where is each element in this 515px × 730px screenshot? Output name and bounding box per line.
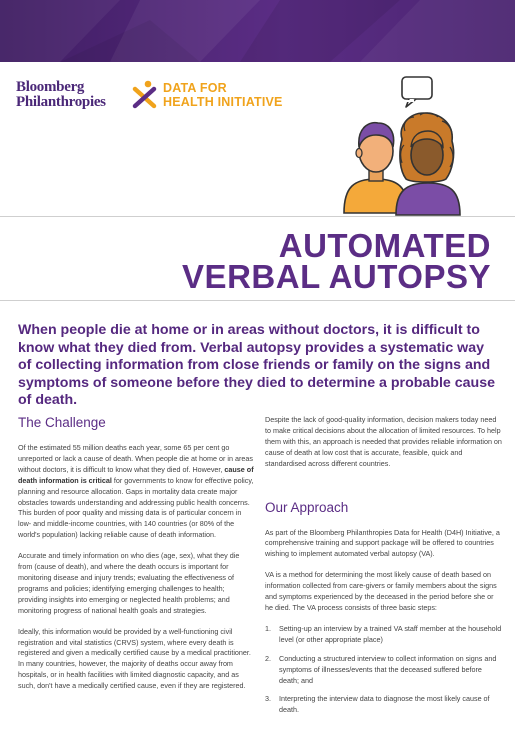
header-band [0, 0, 515, 62]
list-item [265, 654, 503, 687]
list-text: Conducting a structured interview to collect information on signs and symptoms of illnesses/events that the deceased suffered before death; and [279, 653, 497, 685]
list-text: Interpreting the interview data to diagnose the most likely cause of death. [279, 694, 490, 715]
logo-line: Philanthropies [16, 94, 106, 110]
title-divider [0, 300, 515, 301]
challenge-paragraph-1 [18, 443, 254, 541]
title-line-2: VERBAL AUTOPSY [182, 258, 491, 295]
text-run: for governments to know for effective policy, planning and resource allocation. Gaps in mortality data create major obstacles towards understanding and addressing public health concerns. This burden of poor quality and missing data is of particular concern in low- and middle-income countries, with 140 countries (or 80% of the world's population) lacking reliable cause of death information. [18, 475, 254, 540]
list-number: 2. [265, 653, 271, 663]
intro-paragraph: When people die at home or in areas without doctors, it is difficult to know what they died from. Verbal autopsy provides a systematic way of collecting information from close friends or family on the signs and symptoms of someone before they died to determine a probable cause of death. [18, 322, 495, 408]
list-text: Setting-up an interview by a trained VA staff member at the household level (or other appropriate place) [279, 623, 502, 644]
steps-list [265, 624, 503, 716]
approach-heading: Our Approach [265, 499, 349, 515]
challenge-paragraph-3: Ideally, this information would be provided by a well-functioning civil registration and vital statistics (CRVS) system, where every death is registered and given a medically certified cause by a medical practitioner. In many countries, however, the majority of deaths occur away from hospitals, or in health facilities with limited diagnostic capacity, and as such, don't have a medically certified cause, even if they are registered. [18, 626, 251, 691]
list-number: 1. [265, 623, 271, 633]
approach-paragraph-2: VA is a method for determining the most likely cause of death based on information collected from care-givers or family members about the signs and symptoms experienced by the deceased in the period before she or he died. The VA process consists of three basic steps: [265, 570, 497, 612]
page-title [182, 227, 491, 295]
header-divider [0, 216, 515, 217]
speech-bubble-icon [402, 77, 432, 107]
logo-line: HEALTH INITIATIVE [163, 95, 283, 109]
approach-section [265, 415, 503, 724]
people-illustration [342, 75, 462, 217]
list-number: 3. [265, 694, 271, 704]
challenge-heading: The Challenge [18, 415, 106, 430]
logo-line: Bloomberg [16, 79, 85, 95]
data-for-health-logo [163, 81, 283, 109]
geometric-pattern [0, 0, 515, 62]
d4h-cross-icon [132, 80, 158, 110]
title-line-1: AUTOMATED [278, 227, 491, 264]
bold-text: cause of death information is critical [18, 464, 254, 485]
text-run: Of the estimated 55 million deaths each year, some 65 per cent go unreported or lack a cause of death. When people die at home or in areas without doctors, it is difficult to know what they died of. However, [18, 443, 253, 474]
list-item [265, 624, 503, 646]
challenge-section [18, 415, 254, 692]
logo-line: DATA FOR [163, 81, 227, 95]
right-paragraph-1: Despite the lack of good-quality information, decision makers today need to make critical decisions about the allocation of limited resources. To help them with this, an approach is needed that provides reliable information on cause of death at low cost that is accurate, feasible, quick and standardised across different countries. [265, 415, 502, 468]
challenge-paragraph-2: Accurate and timely information on who dies (age, sex), what they die from (cause of death), and where the death occurs is important for monitoring disease and injury trends; evaluating the effectiveness of programs and policies; identifying emerging challenges to health; providing insights into emerging or neglected health problems; and monitoring progress of national health goals and strategies. [18, 551, 240, 615]
list-item [265, 694, 503, 716]
bloomberg-philanthropies-logo [16, 80, 106, 110]
approach-paragraph-1: As part of the Bloomberg Philanthropies Data for Health (D4H) Initiative, a comprehensive training and support package will be offered to countries wishing to implement automated verbal autopsy (VA). [265, 527, 500, 559]
